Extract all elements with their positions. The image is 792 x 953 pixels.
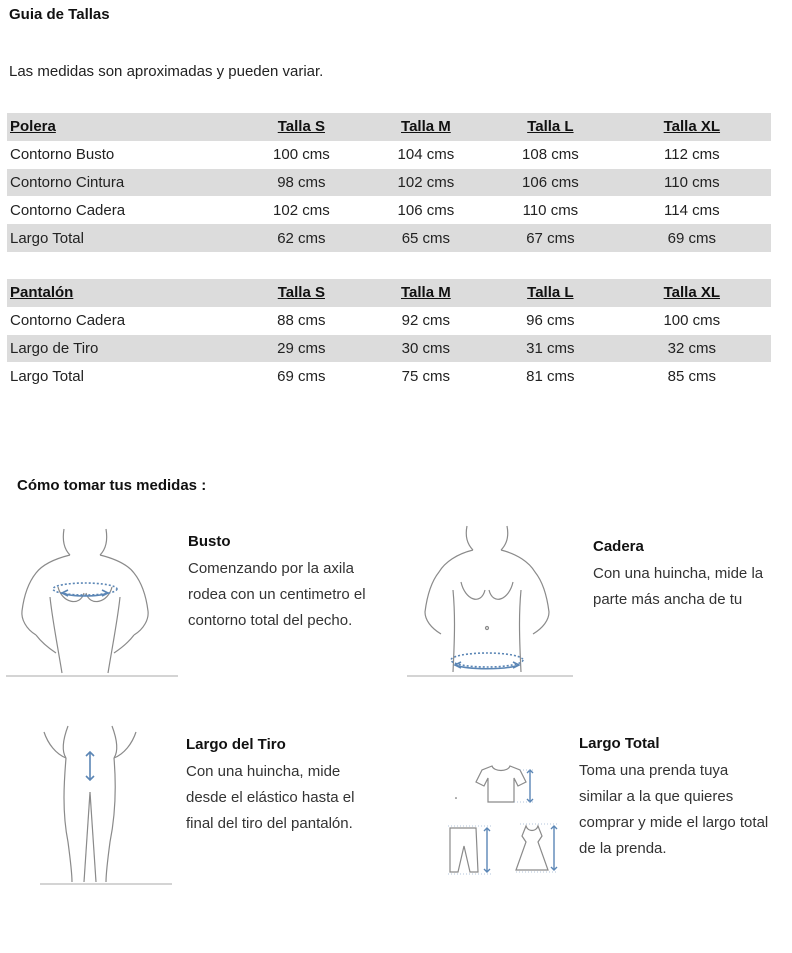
table-cell: 62 cms — [239, 224, 364, 252]
bust-figure-icon — [6, 525, 178, 680]
rise-title: Largo del Tiro — [186, 736, 286, 753]
table-cell: 102 cms — [364, 169, 489, 197]
table-cell: 96 cms — [526, 312, 575, 330]
total-length-text-line: similar a la que quieres — [579, 788, 734, 805]
rise-instructions — [186, 736, 396, 837]
header-cell: Talla S — [239, 279, 364, 307]
header-cell: Polera — [7, 113, 239, 141]
rise-figure-icon — [40, 722, 172, 887]
table-row — [7, 335, 771, 363]
table-cell: Contorno Cadera — [10, 312, 126, 330]
table-cell: 100 cms — [273, 146, 330, 164]
total-length-text-line: comprar y mide el largo total — [579, 814, 769, 831]
howto-heading: Cómo tomar tus medidas : — [17, 477, 207, 494]
hip-figure-icon — [407, 520, 573, 682]
table-row — [7, 141, 771, 169]
table-cell: 85 cms — [667, 367, 716, 385]
table-row — [7, 307, 771, 335]
table-cell: 106 cms — [397, 201, 455, 219]
header-cell: Talla M — [364, 113, 489, 141]
total-length-text-line: Toma una prenda tuya — [579, 762, 729, 779]
hip-instructions — [593, 538, 792, 613]
table-cell: 100 cms — [663, 312, 721, 330]
table-cell: 92 cms — [401, 312, 451, 330]
table-cell: 110 cms — [522, 201, 579, 219]
table-cell: 65 cms — [364, 224, 489, 252]
table-row — [7, 224, 771, 252]
table-cell: Largo Total — [10, 367, 84, 385]
table-cell: 67 cms — [488, 224, 613, 252]
header-cell: Talla L — [488, 113, 613, 141]
total-length-text-line: de la prenda. — [579, 840, 667, 857]
header-cell: Talla S — [239, 113, 364, 141]
total-length-title: Largo Total — [579, 735, 660, 752]
table-cell: 110 cms — [613, 169, 771, 197]
table-cell: 81 cms — [526, 367, 575, 385]
bust-text-line: rodea con un centimetro el — [188, 586, 366, 603]
table-cell: 30 cms — [364, 335, 489, 363]
table-cell: 104 cms — [397, 146, 455, 164]
header-cell: Talla XL — [613, 113, 771, 141]
header-cell: Talla M — [364, 279, 489, 307]
table-cell: 69 cms — [277, 367, 326, 385]
table-cell: Largo de Tiro — [7, 335, 239, 363]
hip-title: Cadera — [593, 538, 644, 555]
table-header-row — [7, 279, 771, 307]
rise-text-line: Con una huincha, mide — [186, 763, 341, 780]
hip-text-line: Con una huincha, mide la — [593, 565, 764, 582]
table-row — [7, 196, 771, 224]
table-cell: 29 cms — [239, 335, 364, 363]
pantalon-size-table — [7, 279, 771, 390]
table-cell: 106 cms — [488, 169, 613, 197]
table-row — [7, 169, 771, 197]
intro-text: Las medidas son aproximadas y pueden variar. — [9, 63, 324, 80]
table-cell: 69 cms — [613, 224, 771, 252]
table-cell: 75 cms — [401, 367, 451, 385]
garment-length-icon — [442, 760, 562, 878]
table-cell: Contorno Busto — [10, 146, 115, 164]
hip-text-line: parte más ancha de tu — [593, 591, 743, 608]
bust-title: Busto — [188, 533, 231, 550]
table-cell: 98 cms — [239, 169, 364, 197]
table-cell: 32 cms — [613, 335, 771, 363]
polera-size-table — [7, 113, 771, 252]
table-cell: 31 cms — [488, 335, 613, 363]
header-cell: Pantalón — [7, 279, 239, 307]
table-cell: 114 cms — [664, 201, 720, 219]
bust-text-line: contorno total del pecho. — [188, 612, 353, 629]
table-cell: Contorno Cintura — [7, 169, 239, 197]
rise-text-line: desde el elástico hasta el — [186, 789, 355, 806]
table-header-row — [7, 113, 771, 141]
table-cell: 102 cms — [273, 201, 330, 219]
total-length-instructions — [579, 735, 789, 862]
rise-text-line: final del tiro del pantalón. — [186, 815, 353, 832]
bust-text-line: Comenzando por la axila — [188, 560, 354, 577]
table-cell: Largo Total — [7, 224, 239, 252]
table-cell: 108 cms — [522, 146, 579, 164]
table-cell: Contorno Cadera — [10, 201, 126, 219]
table-cell: 112 cms — [664, 146, 720, 164]
bust-instructions — [188, 533, 398, 634]
header-cell: Talla XL — [613, 279, 771, 307]
table-row — [7, 362, 771, 390]
page-title: Guia de Tallas — [9, 6, 110, 23]
table-cell: 88 cms — [277, 312, 326, 330]
header-cell: Talla L — [488, 279, 613, 307]
